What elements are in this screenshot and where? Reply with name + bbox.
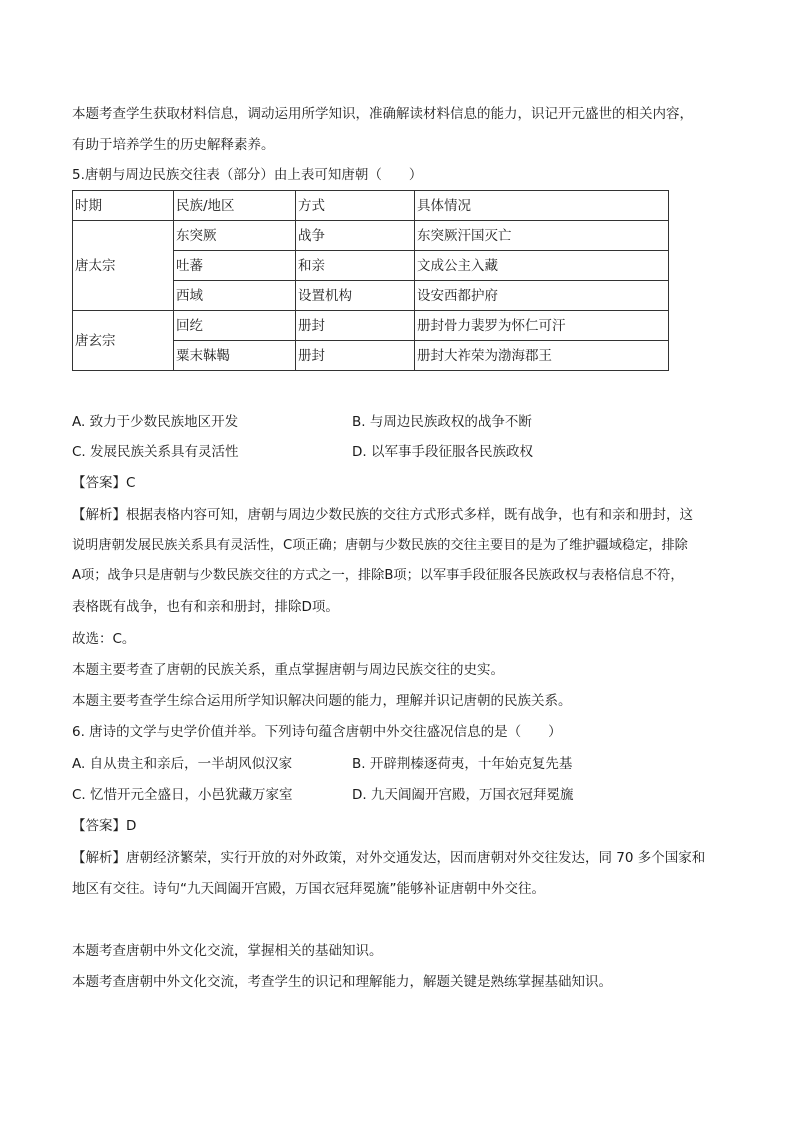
q6-option-d: D. 九天阊阖开宫殿，万国衣冠拜冕旒	[352, 787, 574, 803]
q6-option-a: A. 自从贵主和亲后，一半胡风似汉家	[72, 756, 293, 772]
q5-analysis-line-1	[72, 505, 693, 525]
q6-note-2: 本题考查唐朝中外文化交流，考查学生的识记和理解能力，解题关键是熟练掌握基础知识。	[72, 974, 612, 990]
q5-analysis-line-3: A项；战争只是唐朝与少数民族交往的方式之一，排除B项；以军事手段征服各民族政权与表格信息不符，	[72, 568, 684, 583]
question-6-stem: 6. 唐诗的文学与史学价值并举。下列诗句蕴含唐朝中外交往盛况信息的是（ ）	[72, 724, 562, 740]
ethnic-cell: 吐蕃	[174, 251, 296, 281]
q6-analysis-line-2: 地区有交往。诗句“九天阊阖开宫殿，万国衣冠拜冕旒”能够补证唐朝中外交往。	[72, 881, 545, 897]
method-cell: 册封	[296, 341, 415, 371]
ethnic-cell: 回纥	[174, 311, 296, 341]
ethnic-cell: 东突厥	[174, 221, 296, 251]
period-cell: 唐太宗	[73, 221, 174, 311]
method-cell: 设置机构	[296, 281, 415, 311]
method-cell: 册封	[296, 311, 415, 341]
details-cell: 设安西都护府	[415, 281, 669, 311]
q5-analysis-line-2: 说明唐朝发展民族关系具有灵活性，C项正确；唐朝与少数民族的交往主要目的是为了维护疆域稳定，排除	[72, 538, 688, 553]
method-cell: 战争	[296, 221, 415, 251]
q5-analysis-line-4: 表格既有战争，也有和亲和册封，排除D项。	[72, 599, 339, 615]
answer-label: 【答案】	[72, 475, 126, 491]
analysis-label: 【解析】	[72, 850, 126, 866]
header-ethnic-region: 民族/地区	[174, 191, 296, 221]
ethnic-cell: 粟末靺鞨	[174, 341, 296, 371]
ethnic-cell: 西域	[174, 281, 296, 311]
details-cell: 册封骨力裴罗为怀仁可汗	[415, 311, 669, 341]
analysis-text: 唐朝经济繁荣，实行开放的对外政策，对外交通发达，因而唐朝对外交往发达，同 70 多个国家和	[126, 850, 706, 866]
table-header-row	[73, 191, 669, 221]
intro-line-2: 有助于培养学生的历史解释素养。	[72, 137, 275, 153]
question-5-stem: 5.唐朝与周边民族交往表（部分）由上表可知唐朝（ ）	[72, 167, 423, 183]
q6-option-b: B. 开辟荆榛逐荷夷，十年始克复先基	[352, 756, 573, 772]
q5-note-1: 本题主要考查了唐朝的民族关系，重点掌握唐朝与周边民族交往的史实。	[72, 662, 504, 678]
answer-label: 【答案】	[72, 818, 126, 834]
table-row	[73, 311, 669, 341]
q6-analysis-line-1	[72, 848, 705, 868]
details-cell: 东突厥汗国灭亡	[415, 221, 669, 251]
details-cell: 文成公主入藏	[415, 251, 669, 281]
q6-note-1: 本题考查唐朝中外文化交流，掌握相关的基础知识。	[72, 943, 383, 959]
q5-option-b: B. 与周边民族政权的战争不断	[352, 414, 532, 430]
intro-line-1: 本题考查学生获取材料信息，调动运用所学知识，准确解读材料信息的能力，识记开元盛世的相关内容，	[72, 106, 693, 122]
header-method: 方式	[296, 191, 415, 221]
answer-value: C	[126, 475, 136, 491]
q6-answer	[72, 816, 136, 836]
q5-choice: 故选：C。	[72, 631, 136, 647]
q5-note-2: 本题主要考查学生综合运用所学知识解决问题的能力，理解并识记唐朝的民族关系。	[72, 693, 572, 709]
q5-option-c: C. 发展民族关系具有灵活性	[72, 444, 239, 460]
q6-option-c: C. 忆惜开元全盛日，小邑犹藏万家室	[72, 787, 293, 803]
table-row	[73, 221, 669, 251]
period-cell: 唐玄宗	[73, 311, 174, 371]
details-cell: 册封大祚荣为渤海郡王	[415, 341, 669, 371]
q5-option-d: D. 以军事手段征服各民族政权	[352, 444, 533, 460]
analysis-label: 【解析】	[72, 507, 126, 523]
analysis-text: 根据表格内容可知，唐朝与周边少数民族的交往方式形式多样，既有战争，也有和亲和册封，这	[126, 507, 693, 523]
q5-option-a: A. 致力于少数民族地区开发	[72, 414, 239, 430]
answer-value: D	[126, 818, 137, 834]
ethnic-relations-table	[72, 190, 669, 371]
method-cell: 和亲	[296, 251, 415, 281]
header-details: 具体情况	[415, 191, 669, 221]
header-period: 时期	[73, 191, 174, 221]
q5-answer	[72, 473, 135, 493]
